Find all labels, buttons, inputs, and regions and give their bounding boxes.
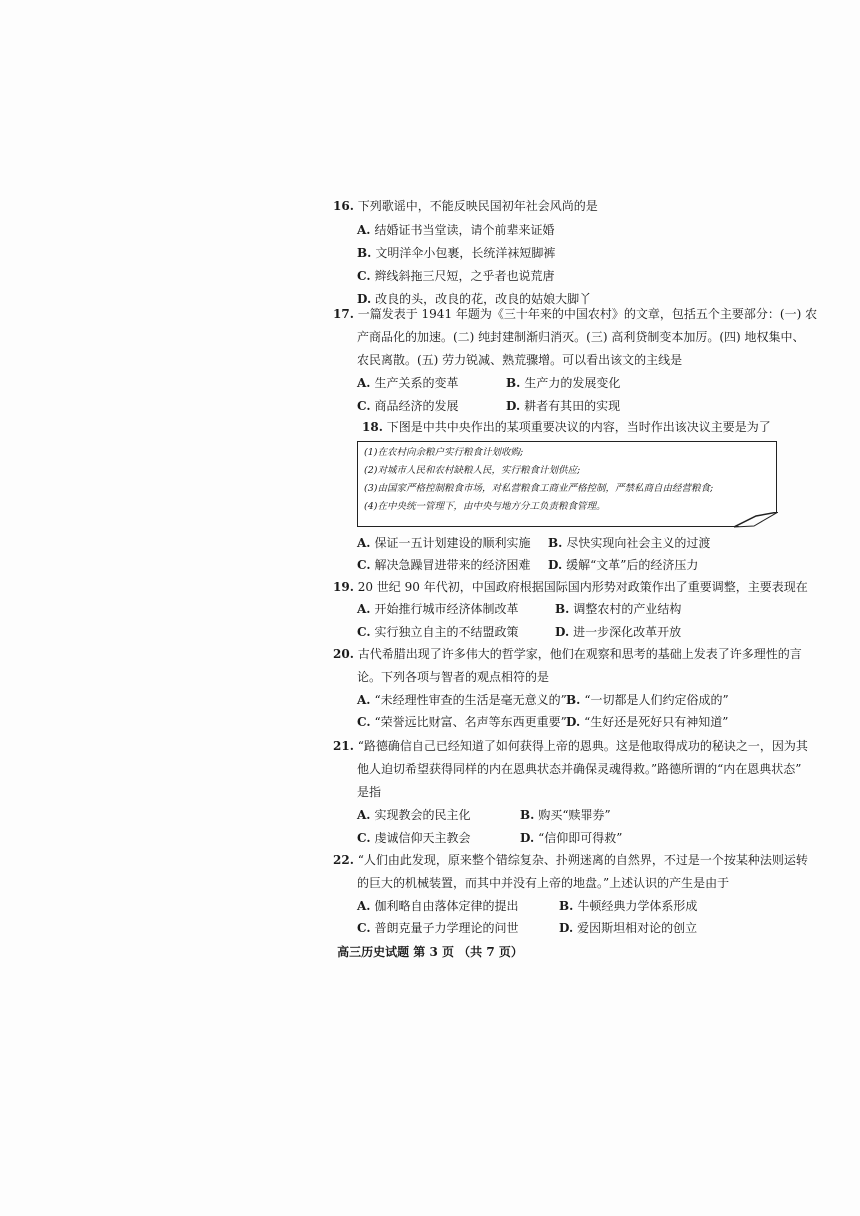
option-text: 生产力的发展变化 xyxy=(524,376,621,390)
option-text: 开始推行城市经济体制改革 xyxy=(374,602,519,616)
q20-option-a xyxy=(357,692,567,708)
q18-option-d xyxy=(548,557,698,573)
question-text: 20 世纪 90 年代初，中国政府根据国际国内形势对政策作出了重要调整，主要表现在 xyxy=(357,580,808,594)
q22-option-a xyxy=(357,898,519,914)
question-20-stem xyxy=(333,646,802,662)
q16-option-c xyxy=(357,268,555,284)
question-number: 21. xyxy=(333,739,354,753)
option-text: “荣誉远比财富、名声等东西更重要” xyxy=(374,715,567,729)
q18-option-a xyxy=(357,535,531,551)
question-text-line: 产商品化的加速。(二) 纯封建制渐归消灭。(三) 高利贷制变本加厉。(四) 地权集中、 xyxy=(357,330,805,344)
option-letter: A. xyxy=(357,536,371,550)
option-letter: D. xyxy=(566,715,581,729)
option-letter: A. xyxy=(357,808,371,822)
q21-option-b xyxy=(520,807,611,823)
q19-option-d xyxy=(555,624,681,640)
option-text: 缓解“文革”后的经济压力 xyxy=(566,558,699,572)
question-text: 下列歌谣中，不能反映民国初年社会风尚的是 xyxy=(357,199,598,213)
option-text: 结婚证书当堂读，请个前辈来证婚 xyxy=(374,223,555,237)
option-text: 购买“赎罪券” xyxy=(538,808,611,822)
option-text: 爱因斯坦相对论的创立 xyxy=(577,921,698,935)
option-letter: D. xyxy=(559,921,574,935)
option-letter: A. xyxy=(357,376,371,390)
question-text-line: 论。下列各项与智者的观点相符的是 xyxy=(357,670,550,684)
page-footer: 高三历史试题 第 3 页 （共 7 页） xyxy=(337,945,523,959)
option-letter: A. xyxy=(357,899,371,913)
q19-option-a xyxy=(357,601,519,617)
option-letter: D. xyxy=(548,558,563,572)
page-curl-corner xyxy=(734,512,778,528)
option-text: “信仰即可得救” xyxy=(538,831,623,845)
q18-option-c xyxy=(357,557,531,573)
option-letter: A. xyxy=(357,223,371,237)
option-text: 伽利略自由落体定律的提出 xyxy=(374,899,519,913)
question-22-stem xyxy=(333,852,808,868)
question-number: 18. xyxy=(362,420,383,434)
q16-option-a xyxy=(357,222,555,238)
option-text: 耕者有其田的实现 xyxy=(524,399,621,413)
option-letter: B. xyxy=(357,246,372,260)
q21-option-d xyxy=(520,830,622,846)
question-number: 20. xyxy=(333,647,354,661)
question-18-stem xyxy=(362,419,771,435)
question-text-line: “人们由此发现，原来整个错综复杂、扑朔迷离的自然界，不过是一个按某种法则运转 xyxy=(357,853,808,867)
question-text-line: 古代希腊出现了许多伟大的哲学家，他们在观察和思考的基础上发表了许多理性的言 xyxy=(357,647,802,661)
option-letter: B. xyxy=(548,536,563,550)
question-number: 22. xyxy=(333,853,354,867)
question-17-stem xyxy=(333,306,817,322)
q16-option-b xyxy=(357,245,555,261)
option-text: 商品经济的发展 xyxy=(374,399,459,413)
option-letter: B. xyxy=(506,376,521,390)
option-text: “未经理性审查的生活是毫无意义的” xyxy=(374,693,567,707)
option-letter: C. xyxy=(357,269,371,283)
q21-option-a xyxy=(357,807,471,823)
question-text-line: 农民离散。(五) 劳力锐减、熟荒骤增。可以看出该文的主线是 xyxy=(357,353,683,367)
question-text-line: 是指 xyxy=(357,785,382,799)
option-text: 实现教会的民主化 xyxy=(374,808,471,822)
option-letter: A. xyxy=(357,602,371,616)
question-16-stem xyxy=(333,198,598,214)
option-text: 实行独立自主的不结盟政策 xyxy=(374,625,519,639)
question-text-line: 他人迫切希望获得同样的内在恩典状态并确保灵魂得救。”路德所谓的“内在恩典状态” xyxy=(357,762,802,776)
question-19-stem xyxy=(333,579,808,595)
option-text: 文明洋伞小包裹，长统洋袜短脚裤 xyxy=(375,246,556,260)
option-text: 进一步深化改革开放 xyxy=(573,625,682,639)
resolution-excerpt-box xyxy=(357,441,777,527)
option-text: 解决急躁冒进带来的经济困难 xyxy=(374,558,531,572)
option-text: 尽快实现向社会主义的过渡 xyxy=(566,536,711,550)
option-letter: B. xyxy=(520,808,535,822)
question-number: 16. xyxy=(333,199,354,213)
q21-option-c xyxy=(357,830,471,846)
option-text: 生产关系的变革 xyxy=(374,376,459,390)
option-letter: D. xyxy=(357,292,372,306)
q16-option-d xyxy=(357,291,591,307)
option-letter: C. xyxy=(357,399,371,413)
q17-option-b xyxy=(506,375,620,391)
option-text: 改良的头，改良的花，改良的姑娘大脚丫 xyxy=(375,292,592,306)
option-letter: B. xyxy=(555,602,570,616)
q20-option-d xyxy=(566,714,728,730)
q20-option-b xyxy=(566,692,729,708)
option-text: 虔诚信仰天主教会 xyxy=(374,831,471,845)
option-letter: A. xyxy=(357,693,371,707)
resolution-item: (2)对城市人民和农村缺粮人民，实行粮食计划供应; xyxy=(364,465,581,476)
option-letter: B. xyxy=(566,693,581,707)
resolution-item: (3)由国家严格控制粮食市场，对私营粮食工商业严格控制，严禁私商自由经营粮食; xyxy=(364,483,714,494)
option-letter: D. xyxy=(506,399,521,413)
question-text: 下图是中共中央作出的某项重要决议的内容，当时作出该决议主要是为了 xyxy=(386,420,771,434)
resolution-item: (4)在中央统一管理下，由中央与地方分工负责粮食管理。 xyxy=(364,501,606,512)
resolution-item: (1)在农村向余粮户实行粮食计划收购; xyxy=(364,447,524,458)
option-text: “生好还是死好只有神知道” xyxy=(584,715,729,729)
option-text: 牛顿经典力学体系形成 xyxy=(577,899,698,913)
q17-option-a xyxy=(357,375,459,391)
q17-option-c xyxy=(357,398,459,414)
q22-option-d xyxy=(559,920,697,936)
option-text: 调整农村的产业结构 xyxy=(573,602,682,616)
q17-option-d xyxy=(506,398,620,414)
option-letter: C. xyxy=(357,921,371,935)
option-text: 保证一五计划建设的顺利实施 xyxy=(374,536,531,550)
option-letter: C. xyxy=(357,715,371,729)
option-letter: D. xyxy=(520,831,535,845)
option-text: “一切都是人们约定俗成的” xyxy=(584,693,729,707)
question-number: 19. xyxy=(333,580,354,594)
q20-option-c xyxy=(357,714,567,730)
option-text: 辫线斜拖三尺短，之乎者也说荒唐 xyxy=(374,269,555,283)
question-text-line: 的巨大的机械装置，而其中并没有上帝的地盘。”上述认识的产生是由于 xyxy=(357,876,730,890)
option-letter: D. xyxy=(555,625,570,639)
option-letter: C. xyxy=(357,558,371,572)
option-letter: C. xyxy=(357,831,371,845)
question-number: 17. xyxy=(333,307,354,321)
q19-option-b xyxy=(555,601,681,617)
question-text-line: 一篇发表于 1941 年题为《三十年来的中国农村》的文章，包括五个主要部分：(一) 农 xyxy=(357,307,818,321)
option-letter: C. xyxy=(357,625,371,639)
q22-option-b xyxy=(559,898,697,914)
option-letter: B. xyxy=(559,899,574,913)
q22-option-c xyxy=(357,920,519,936)
option-text: 普朗克量子力学理论的问世 xyxy=(374,921,519,935)
q18-option-b xyxy=(548,535,710,551)
question-text-line: “路德确信自己已经知道了如何获得上帝的恩典。这是他取得成功的秘诀之一，因为其 xyxy=(357,739,808,753)
question-21-stem xyxy=(333,738,808,754)
q19-option-c xyxy=(357,624,519,640)
